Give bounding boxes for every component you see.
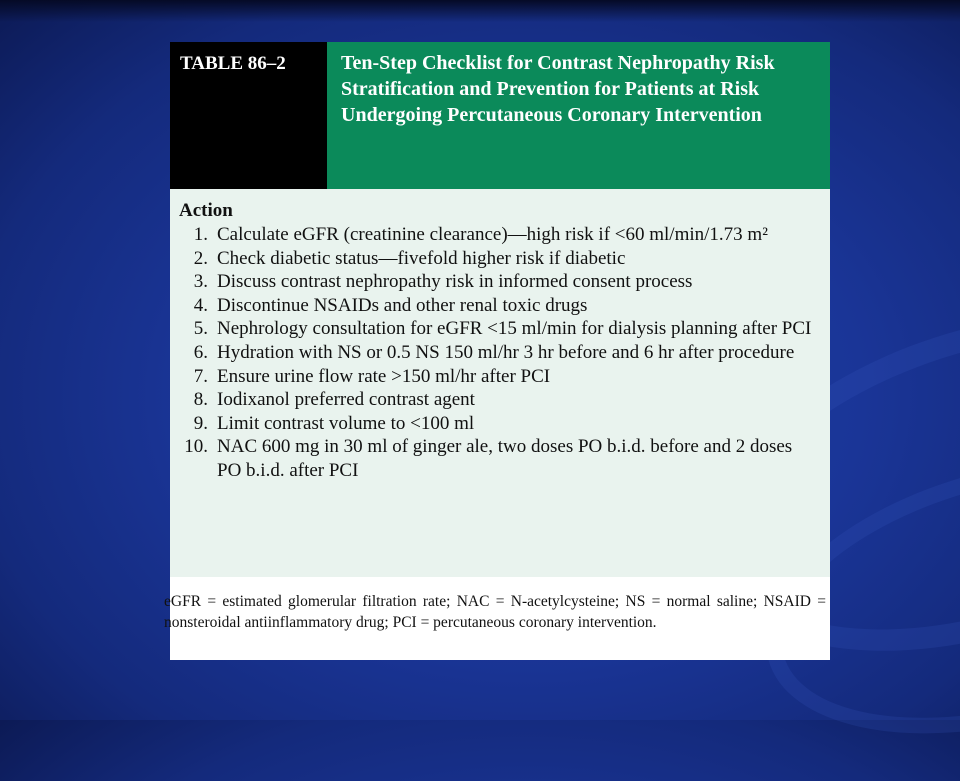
list-item [179, 341, 812, 365]
list-item [179, 388, 812, 412]
step-text: Nephrology consultation for eGFR <15 ml/min for dialysis planning after PCI [217, 318, 812, 340]
step-text: NAC 600 mg in 30 ml of ginger ale, two doses PO b.i.d. before and 2 doses PO b.i.d. after PCI [217, 436, 793, 481]
column-heading: Action [179, 200, 233, 221]
step-number: 9. [193, 412, 208, 434]
step-text: Check diabetic status—fivefold higher risk if diabetic [217, 247, 626, 269]
step-text: Calculate eGFR (creatinine clearance)—high risk if <60 ml/min/1.73 m² [217, 224, 768, 245]
step-number: 2. [193, 247, 208, 269]
table-title: Ten-Step Checklist for Contrast Nephropathy Risk Stratification and Prevention for Patients at Risk Undergoing Percutaneous Coronary Intervention [327, 42, 830, 189]
list-item [179, 270, 812, 294]
list-item [179, 223, 812, 247]
step-number: 6. [193, 341, 208, 363]
table-label: TABLE 86–2 [170, 42, 327, 189]
step-number: 10. [184, 436, 208, 458]
step-text: Discontinue NSAIDs and other renal toxic drugs [217, 294, 588, 316]
table-card [164, 42, 830, 660]
table-body [170, 189, 830, 577]
footnote-area [164, 577, 830, 660]
table-header [170, 42, 830, 189]
list-item [179, 294, 812, 318]
step-number: 3. [193, 271, 208, 293]
step-text: Limit contrast volume to <100 ml [217, 412, 475, 434]
step-text: Discuss contrast nephropathy risk in informed consent process [217, 271, 693, 293]
list-item [179, 317, 812, 341]
list-item [179, 412, 812, 436]
step-number: 5. [193, 318, 208, 340]
list-item [179, 247, 812, 271]
step-text: Iodixanol preferred contrast agent [217, 389, 475, 411]
list-item [179, 435, 812, 482]
step-text: Hydration with NS or 0.5 NS 150 ml/hr 3 hr before and 6 hr after procedure [217, 341, 795, 363]
step-number: 4. [193, 294, 208, 316]
list-item [179, 365, 812, 389]
step-number: 7. [193, 365, 208, 387]
step-number: 1. [193, 224, 208, 245]
table-footnote: eGFR = estimated glomerular filtration rate; NAC = N-acetylcysteine; NS = normal saline; NSAID = nonsteroidal antiinflammatory drug; PCI = percutaneous coronary intervention. [164, 593, 826, 631]
checklist [179, 223, 812, 483]
step-text: Ensure urine flow rate >150 ml/hr after PCI [217, 365, 551, 387]
step-number: 8. [193, 389, 208, 411]
slide-top-band [0, 0, 960, 22]
